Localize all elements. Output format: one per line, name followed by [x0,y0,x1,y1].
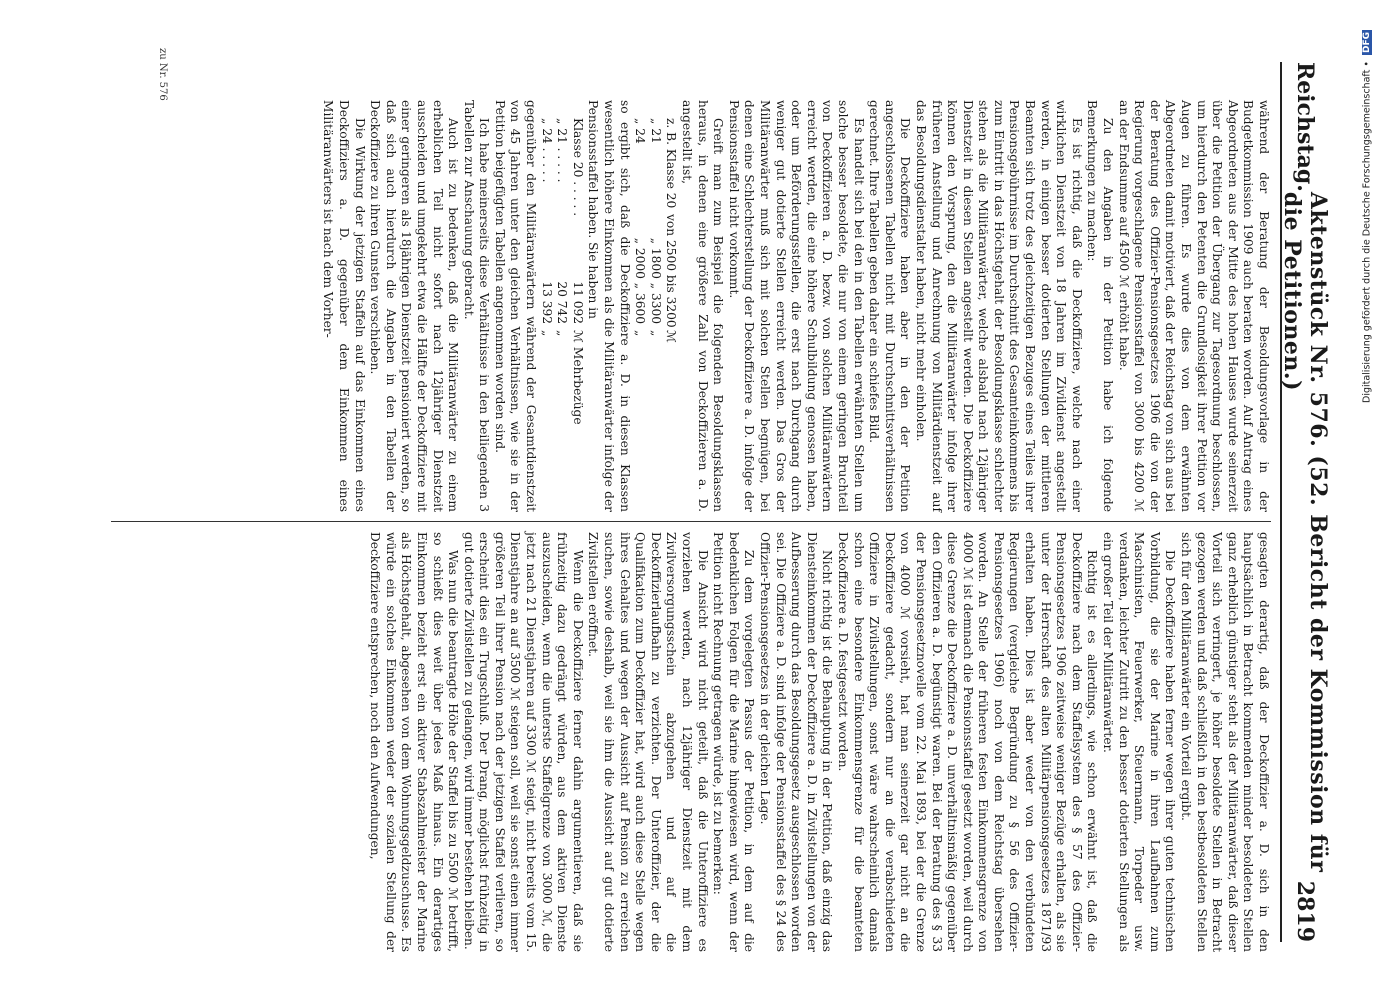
page-header [1279,62,1331,942]
table-cell-unit: „ [555,330,570,337]
table-row [538,118,554,512]
table-row [663,118,679,512]
header-title: Aktenstück Nr. 576. (52. Bericht der Kommission für die Petitionen.) [1279,191,1331,873]
right-paragraphs [367,532,1271,952]
table-cell-value: 20 742 [555,281,570,324]
table-cell-value: „ 2000 „ 3600 [633,237,648,324]
right-column [367,532,1271,952]
table-cell-label: „ 24 [633,118,648,144]
table-row [632,118,648,512]
additional-income-table [538,100,585,512]
table-cell-label: „ 21 . . . . . [555,118,570,183]
left-paragraphs [678,100,1271,512]
table-cell-label: Klasse 20 . . . . . [570,118,585,217]
table-cell-unit: „ [633,330,648,337]
paragraph: gegenüber den Militäranwärtern während der Gesamtdienstzeit von 45 Jahren unter den gleichen Verhältnissen, wie sie in der Petition beigefügten Tabellen angenommen worden sind. [492,100,539,512]
table-row [554,118,570,512]
paragraph: Die Deckoffiziere haben ferner wegen ihrer guten technischen Vorbildung, die sie der Marine in ihren Laufbahnen zum Maschinisten, Feuerwerker, Steuermann, Torpeder usw. verdanken, leichter Zutritt zu den besser dotierten Stellungen als ein großer Teil der Militäranwärter. [1101,532,1178,952]
paragraph: Zu dem vorgelegten Passus der Petition, in dem auf die bedenklichen Folgen für die Marine hingewiesen wird, wenn der Petition nicht Rechnung getragen würde, ist zu bemerken: [711,532,757,952]
left-paragraphs-3 [320,100,538,512]
salary-class-table [632,100,679,512]
page-number: 2819 [1292,880,1318,942]
paragraph: Nicht richtig ist die Behauptung in der Petition, daß einzig das Diensteinkommen der Deckoffiziere a. D. in Zivilstellungen von der Aufbesserung durch das Besoldungsgesetz ausgeschlossen worden sei. Die Offiziere a. D. sind infolge der Pensionsstaffel des § 24 des Offizier-Pensionsgesetzes in der gleichen Lage. [758,532,835,952]
dfg-logo: DFG [1362,32,1372,54]
paragraph: während der Beratung der Besoldungsvorlage in der Budgetkommission 1909 auch beraten worden. Auf Antrag eines Abgeordneten aus der Mitte des hohen Hauses wurde seinerzeit über die Petition der Übergang zur Tagesordnung beschlossen, um hierdurch den Petenten die Grundlosigkeit ihrer Petition vor Augen zu führen. Es wurde dies von dem erwähnten Abgeordneten damit motiviert, daß der Reichstag von sich aus bei der Beratung des Offizier-Pensionsgesetzes 1906 die von der Regierung vorgeschlagene Pensionsstaffel von 3000 bis 4200 ℳ an der Endsumme auf 4500 ℳ erhöht habe. [1116,100,1271,512]
table-row [647,118,663,512]
table-cell-unit: ℳ Mehrbezüge [570,330,585,425]
paragraph: Zu den Angaben in der Petition habe ich folgende Bemerkungen zu machen: [1085,100,1116,512]
paragraph: Es handelt sich bei den in den Tabellen erwähnten Stellen um solche besser besoldete, die nur von einem geringen Bruchteil von Deckoffizieren a. D. bezw. von solchen Militäranwärtern erreicht werden, die eine höhere Schulbildung genossen haben, oder um Beförderungsstellen, die erst nach Durchgang durch weniger gut dotierte Stellen erreicht werden. Das Gros der Militäranwärter muß sich mit solchen Stellen begnügen, bei denen eine Schlechterstellung der Deckoffiziere a. D. infolge der Pensionsstaffel nicht vorkommt. [726,100,866,512]
paragraph: Die Ansicht wird nicht geteilt, daß die Unteroffiziere es vorziehen werden, nach 12jähriger Dienstzeit mit dem Zivilversorgungsschein abzugehen und auf die Deckoffizierlaufbahn zu verzichten. Der Unteroffizier, der die Qualifikation zum Deckoffizier hat, wird auch diese Stelle wegen ihres Gehaltes und wegen der Aussicht auf Pension zu erreichen suchen, sowie deshalb, weil sie ihm die Aussicht auf gut dotierte Zivilstellen eröffnet. [586,532,710,952]
paragraph: Auch ist zu bedenken, daß die Militäranwärter zu einem erheblichen Teil nicht sofort nach 12jähriger Dienstzeit ausscheiden und umgekehrt etwa die Hälfte der Deckoffiziere mit einer geringeren als 18jährigen Dienstzeit pensioniert werden, so daß sich auch hierdurch die Angaben in den Tabellen der Deckoffiziere zu ihren Gunsten verschieben. [368,100,461,512]
digitization-credit [1360,30,1374,970]
paragraph: Die Wirkung der jetzigen Staffeln auf das Einkommen eines Deckoffiziers a. D. gegenüber dem Einkommen eines Militäranwärters ist nach dem Vorher- [321,100,367,512]
paragraph: Wenn die Deckoffiziere ferner dahin argumentieren, daß sie frühzeitig dazu gedrängt würden, aus dem aktiven Dienste auszuscheiden, wenn die unterste Staffelgrenze von 3000 ℳ, die jetzt nach 21 Dienstjahren auf 3300 ℳ steigt, nicht bereits vom 15. Dienstjahre an auf 3500 ℳ steigen soll, weil sie sonst einen immer größeren Teil ihrer Pension nach der jetzigen Staffel verlieren, so erscheint dies ein Trugschluß. Der Drang, möglichst frühzeitig in gut dotierte Zivilstellen zu gelangen, wird immer bestehen bleiben. [461,532,585,952]
left-column [320,100,1271,512]
credit-text: Digitalisierung gefördert durch die Deutsche Forschungsgemeinschaft • [1361,61,1373,403]
table-cell-unit: „ [539,330,554,337]
paragraph: Greift man zum Beispiel die folgenden Besoldungsklassen heraus, in denen eine größere Zahl von Deckoffizieren a. D. angestellt ist, [680,100,726,512]
paragraph: Ich habe meinerseits diese Verhältnisse in den beiliegenden 3 Tabellen zur Anschauung gebracht. [461,100,492,512]
table-cell-value: „ 1800 „ 3300 [648,237,663,324]
header-left-label: Reichstag. [1292,62,1318,192]
table-cell-unit: „ [648,330,663,337]
table-cell-label: z. B. Klasse 20 [664,118,679,209]
table-cell-value: 11 092 [570,281,585,324]
paragraph: Was nun die beantragte Höhe der Staffel bis zu 5500 ℳ betrifft, so schießt dies weit über jedes Maß hinaus. Ein derartiges Einkommen bezieht erst ein aktiver Stabszahlmeister der Marine als Höchstgehalt, abgesehen von dem Wohnungsgeldzuschusse. Es würde ein solches Einkommen weder der sozialen Stellung der Deckoffiziere entsprechen, noch den Aufwendungen, [368,532,461,952]
paragraph: Es ist richtig, daß die Deckoffiziere, welche nach einer wirklichen Dienstzeit von 18 Jahren im Zivildienst angestellt werden, in einigen besser dotierten Stellungen der mittleren Beamten sich trotz des gleichzeitigen Bezuges eines Teiles ihrer Pensionsgebührnisse im Durchschnitt des Gesamteinkommens bis zum Eintritt in das Höchstgehalt der Besoldungsklasse schlechter stehen als die Militäranwärter, welche alsbald nach 12jähriger Dienstzeit in diesen Stellen angestellt werden. Die Deckoffiziere können den Vorsprung, den die Militäranwärter infolge ihrer früheren Anstellung und Anrechnung von Militärdienstzeit auf das Besoldungsdienstalter haben, nicht mehr einholen. [913,100,1084,512]
table-row [569,118,585,512]
table-cell-unit: ℳ [664,330,679,344]
table-cell-value: 13 392 [539,281,554,324]
table-cell-label: „ 24 . . . . . [539,118,554,183]
left-paragraphs-2 [585,100,632,512]
column-divider [111,521,1271,522]
table-cell-label: „ 21 [648,118,663,144]
marginal-note: zu Nr. 576 [157,48,168,101]
paragraph: so ergibt sich, daß die Deckoffiziere a. D. in diesen Klassen wesentlich höhere Einkommen als die Militäranwärter infolge der Pensionsstaffel haben. Sie haben in [586,100,632,512]
table-cell-value: von 2500 bis 3200 [664,214,679,328]
paragraph: gesagten derartig, daß der Deckoffizier a. D. sich in den hauptsächlich in Betracht kommenden minder besoldeten Stellen ganz erheblich günstiger steht als der Militäranwärter, daß dieser Vorteil sich verringert, je höher besoldete Stellen in Betracht gezogen werden und daß schließlich in den bestbesoldeten Stellen sich für den Militäranwärter ein Vorteil ergibt. [1179,532,1271,952]
paragraph: Richtig ist es allerdings, wie schon erwähnt ist, daß die Deckoffiziere nach dem Staffelsystem des § 57 des Offizier-Pensionsgesetzes 1906 zeitweise weniger Bezüge erhalten, als sie unter der Herrschaft des alten Militärpensionsgesetzes 1871/93 erhalten haben. Dies ist aber weder von den verbündeten Regierungen (vergleiche Begründung zu § 56 des Offizier-Pensionsgesetzes 1906) noch von dem Reichstag übersehen worden. An Stelle der früheren festen Einkommensgrenze von 4000 ℳ ist demnach die Pensionsstaffel gesetzt worden, weil durch diese Grenze die Deckoffiziere a. D. unverhältnismäßig gegenüber den Offizieren a. D. begünstigt waren. Bei der Beratung des § 33 der Pensionsgesetznovelle vom 22. Mai 1893, bei der die Grenze von 4000 ℳ vorsieht, hat man seinerzeit gar nicht an die Deckoffiziere gedacht, sondern nur an die verabschiedeten Offiziere in Zivilstellungen, sonst wäre wahrscheinlich damals schon eine besondere Einkommensgrenze für die beamteten Deckoffiziere a. D. festgesetzt worden. [835,532,1100,952]
paragraph: Die Deckoffiziere haben aber in den der Petition angeschlossenen Tabellen nicht mit Durchschnittsverhältnissen gerechnet. Ihre Tabellen geben daher ein schiefes Bild. [867,100,913,512]
